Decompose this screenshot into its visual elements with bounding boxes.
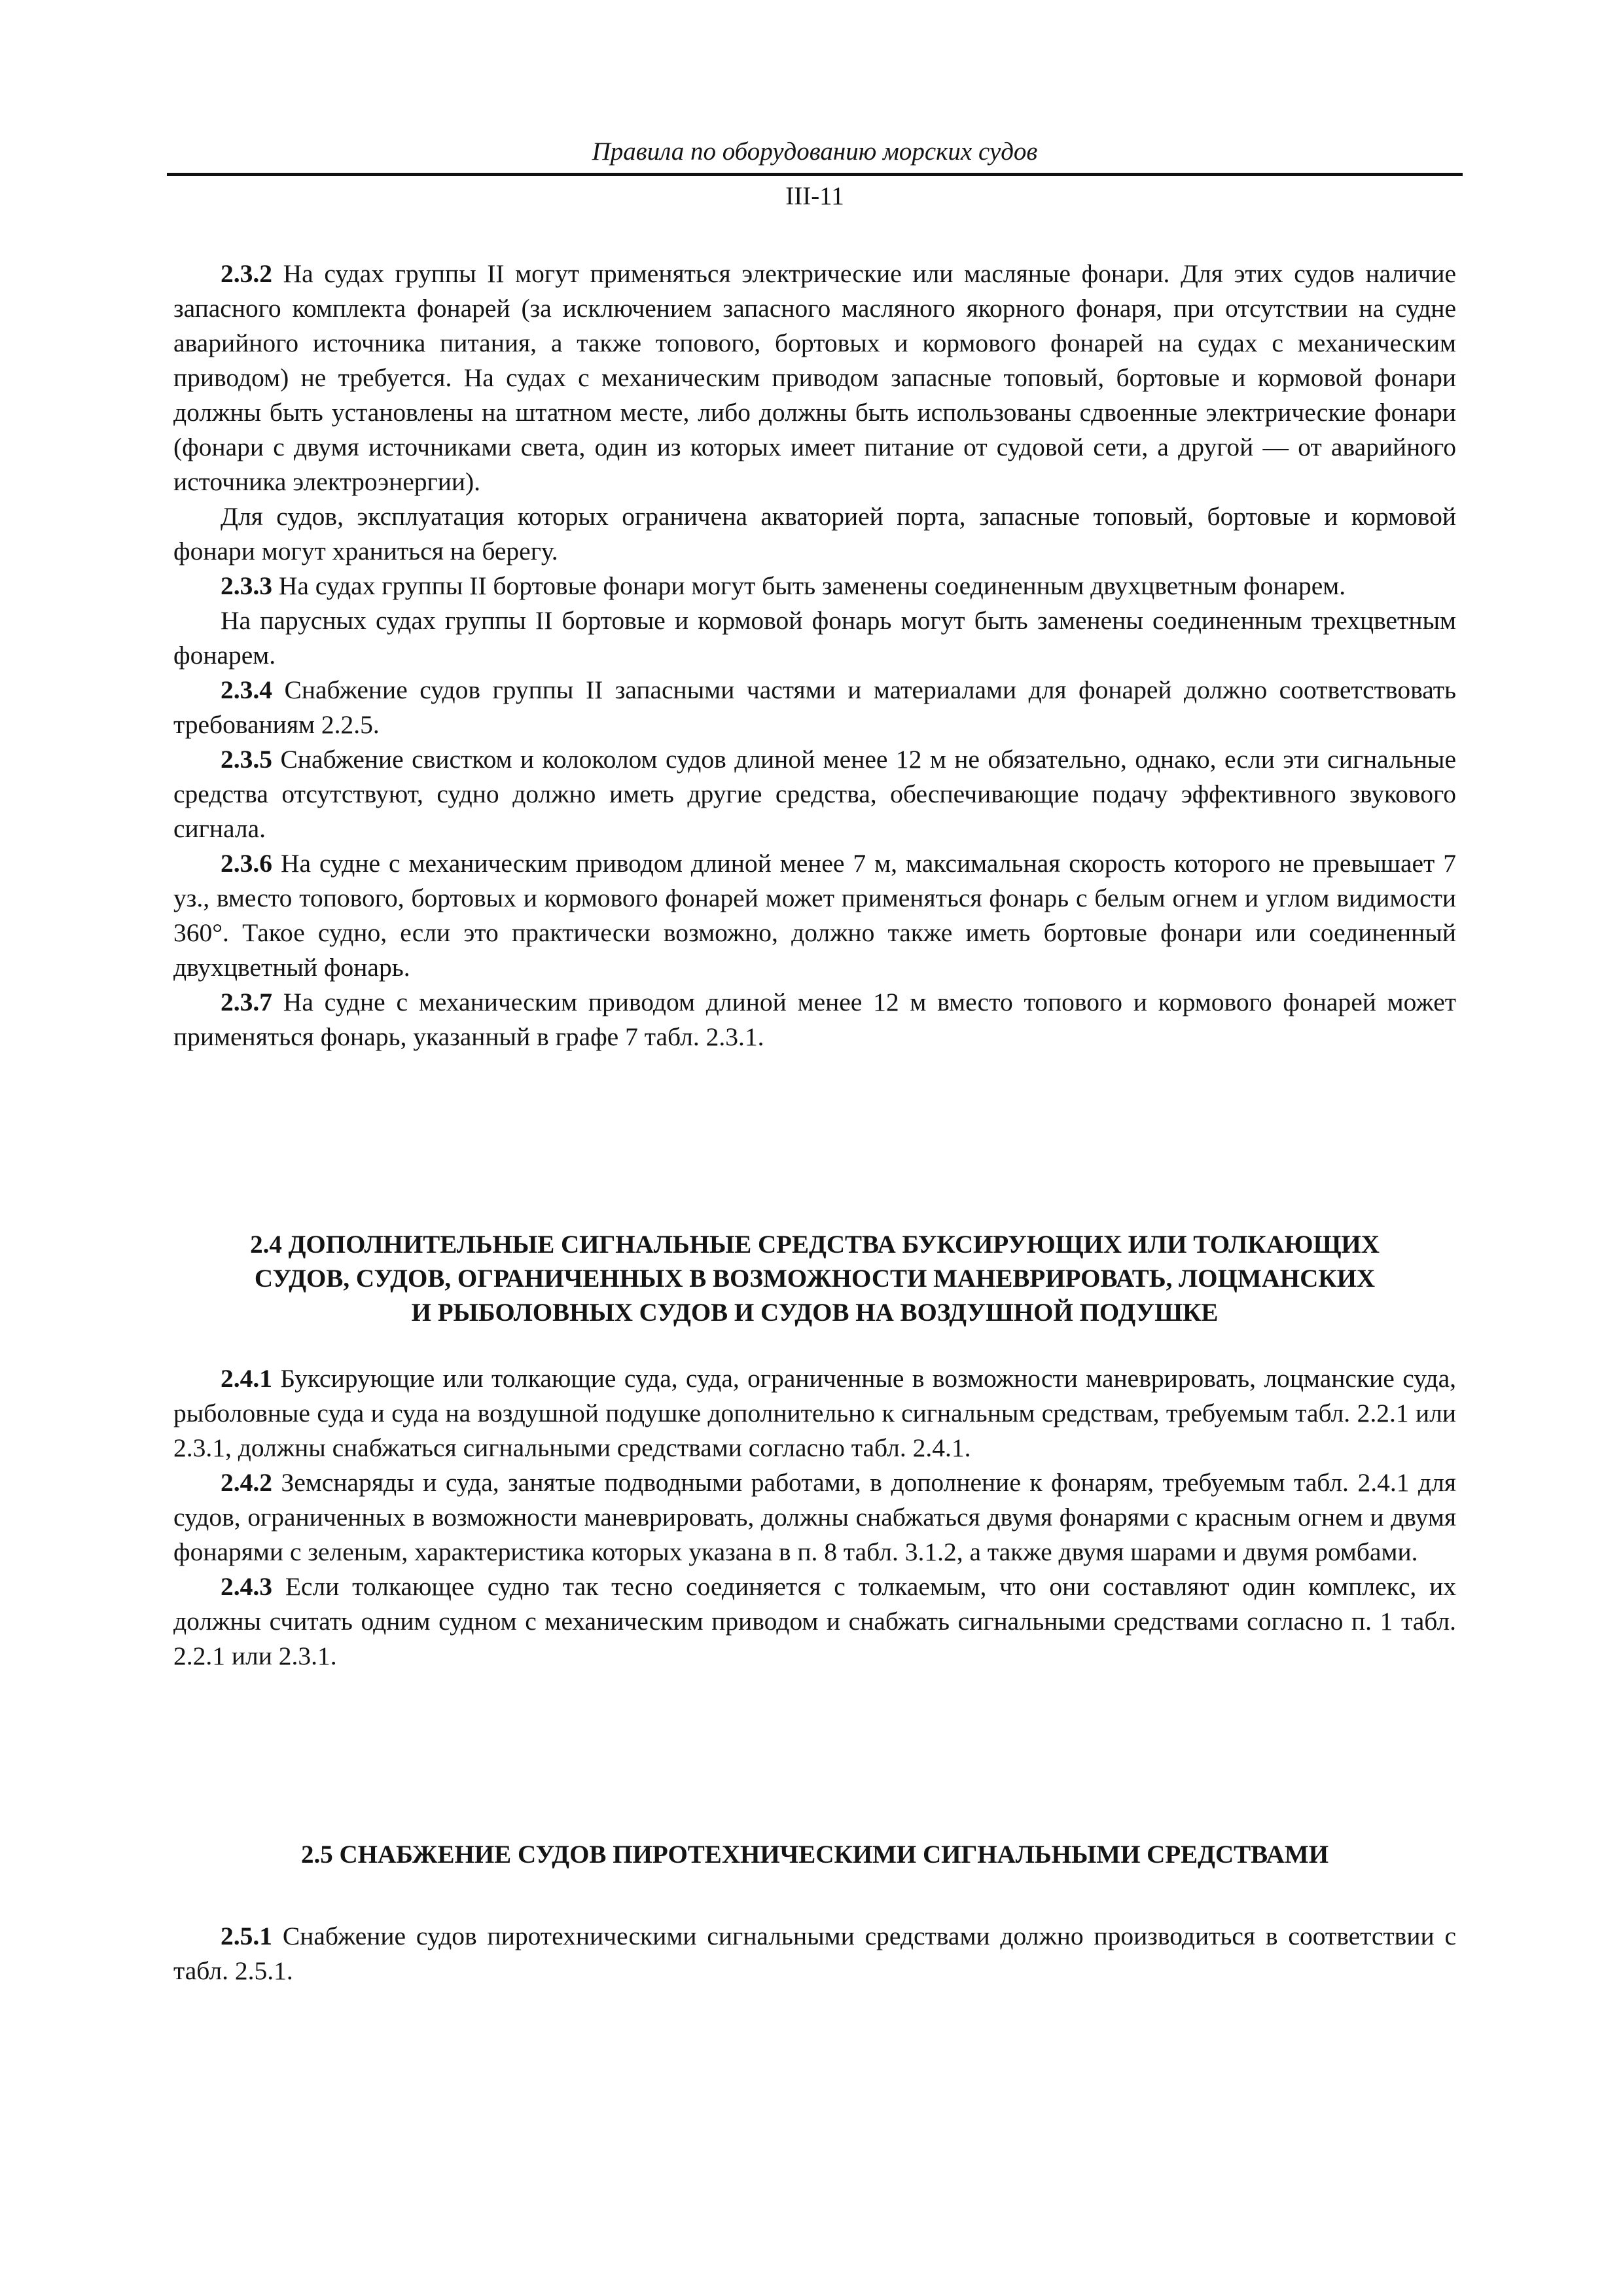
paragraph-text: На судах группы II могут применяться электрические или масляные фонари. Для этих судов наличие запасного комплекта фонарей (за исключением запасного масляного якорного фонаря, при отсутствии на судне аварийного источника питания, а также топового, бортовых и кормового фонарей на судах с механическим приводом) не требуется. На судах с механическим приводом запасные топовый, бортовые и кормовой фонари должны быть установлены на штатном месте, либо должны быть использованы сдвоенные электрические фонари (фонари с двумя источниками света, один из которых имеет питание от судовой сети, а другой — от аварийного источника электроэнергии). xyxy=(173,259,1456,496)
section-2-3-body xyxy=(173,257,1456,1054)
paragraph-2-4-1 xyxy=(173,1361,1456,1465)
heading-line: 2.4 ДОПОЛНИТЕЛЬНЫЕ СИГНАЛЬНЫЕ СРЕДСТВА БУКСИРУЮЩИХ ИЛИ ТОЛКАЮЩИХ xyxy=(250,1230,1380,1259)
paragraph-text: Снабжение судов группы II запасными частями и материалами для фонарей должно соответствовать требованиям 2.2.5. xyxy=(173,675,1456,739)
paragraph-2-4-3 xyxy=(173,1570,1456,1674)
heading-line: И РЫБОЛОВНЫХ СУДОВ И СУДОВ НА ВОЗДУШНОЙ ПОДУШКЕ xyxy=(411,1299,1219,1327)
paragraph-text: Снабжение судов пиротехническими сигнальными средствами должно производиться в соответствии с табл. 2.5.1. xyxy=(173,1922,1456,1985)
paragraph-text: Снабжение свистком и колоколом судов длиной менее 12 м не обязательно, однако, если эти сигнальные средства отсутствуют, судно должно иметь другие средства, обеспечивающие подачу эффективного звукового сигнала. xyxy=(173,745,1456,843)
paragraph-text: Для судов, эксплуатация которых ограничена акваторией порта, запасные топовый, бортовые и кормовой фонари могут храниться на берегу. xyxy=(173,502,1456,565)
paragraph-2-5-1 xyxy=(173,1919,1456,1988)
paragraph-2-3-7 xyxy=(173,985,1456,1054)
clause-number: 2.5.1 xyxy=(221,1922,272,1950)
clause-number: 2.4.2 xyxy=(221,1468,272,1497)
section-2-4-heading xyxy=(173,1228,1456,1330)
heading-line: СУДОВ, СУДОВ, ОГРАНИЧЕННЫХ В ВОЗМОЖНОСТИ МАНЕВРИРОВАТЬ, ЛОЦМАНСКИХ xyxy=(254,1265,1376,1293)
clause-number: 2.3.4 xyxy=(221,675,272,704)
paragraph-text: На парусных судах группы II бортовые и кормовой фонарь могут быть заменены соединенным трехцветным фонарем. xyxy=(173,606,1456,670)
section-2-5-heading xyxy=(173,1838,1456,1872)
paragraph-2-3-2-cont xyxy=(173,499,1456,569)
paragraph-text: На судах группы II бортовые фонари могут быть заменены соединенным двухцветным фонарем. xyxy=(272,571,1346,600)
clause-number: 2.3.7 xyxy=(221,988,272,1016)
paragraph-2-4-2 xyxy=(173,1465,1456,1570)
clause-number: 2.3.5 xyxy=(221,745,272,774)
paragraph-2-3-2 xyxy=(173,257,1456,499)
clause-number: 2.4.3 xyxy=(221,1572,272,1601)
section-2-4-body xyxy=(173,1361,1456,1674)
paragraph-2-3-5 xyxy=(173,742,1456,846)
paragraph-2-3-3 xyxy=(173,569,1456,603)
paragraph-text: Земснаряды и суда, занятые подводными работами, в дополнение к фонарям, требуемым табл. 2.4.1 для судов, ограниченных в возможности маневрировать, должны снабжаться двумя фонарями с красным огнем и двумя фонарями с зеленым, характеристика которых указана в п. 8 табл. 3.1.2, а также двумя шарами и двумя ромбами. xyxy=(173,1468,1456,1566)
header-rule xyxy=(167,173,1463,176)
paragraph-text: Буксирующие или толкающие суда, суда, ограниченные в возможности маневрировать, лоцманские суда, рыболовные суда и суда на воздушной подушке дополнительно к сигнальным средствам, требуемым табл. 2.2.1 или 2.3.1, должны снабжаться сигнальными средствами согласно табл. 2.4.1. xyxy=(173,1364,1456,1462)
clause-number: 2.3.3 xyxy=(221,571,272,600)
paragraph-2-3-3-cont xyxy=(173,603,1456,673)
paragraph-text: На судне с механическим приводом длиной менее 12 м вместо топового и кормового фонарей может применяться фонарь, указанный в графе 7 табл. 2.3.1. xyxy=(173,988,1456,1051)
paragraph-2-3-4 xyxy=(173,673,1456,742)
section-2-5-body xyxy=(173,1919,1456,1988)
page-number: III-11 xyxy=(785,182,844,210)
clause-number: 2.4.1 xyxy=(221,1364,272,1393)
clause-number: 2.3.6 xyxy=(221,849,272,878)
paragraph-text: Если толкающее судно так тесно соединяется с толкаемым, что они составляют один комплекс, их должны считать одним судном с механическим приводом и снабжать сигнальными средствами согласно п. 1 табл. 2.2.1 или 2.3.1. xyxy=(173,1572,1456,1670)
heading-line: 2.5 СНАБЖЕНИЕ СУДОВ ПИРОТЕХНИЧЕСКИМИ СИГНАЛЬНЫМИ СРЕДСТВАМИ xyxy=(300,1840,1329,1869)
paragraph-text: На судне с механическим приводом длиной менее 7 м, максимальная скорость которого не превышает 7 уз., вместо топового, бортовых и кормового фонарей может применяться фонарь с белым огнем и углом видимости 360°. Такое судно, если это практически возможно, должно также иметь бортовые фонари или соединенный двухцветный фонарь. xyxy=(173,849,1456,982)
clause-number: 2.3.2 xyxy=(221,259,272,288)
running-header-title: Правила по оборудованию морских судов xyxy=(592,137,1038,166)
paragraph-2-3-6 xyxy=(173,846,1456,985)
